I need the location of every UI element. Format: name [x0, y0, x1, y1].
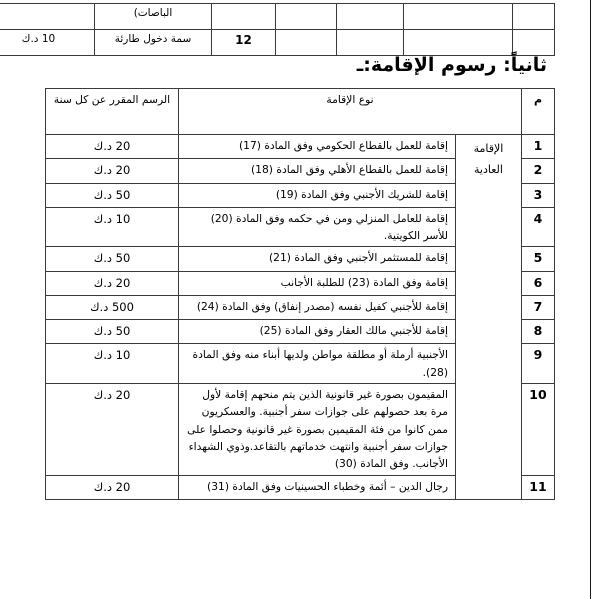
- cell-number: 11: [522, 475, 555, 499]
- cell-fee: 20 د.ك: [46, 271, 179, 295]
- cell-description: إقامة وفق المادة (23) للطلبة الأجانب: [179, 271, 456, 295]
- cell-description: إقامة للعامل المنزلي ومن في حكمه وفق المادة (20) للأسر الكويتية.: [179, 207, 456, 247]
- table-row: [0, 30, 555, 56]
- cell-description: إقامة للأجنبي مالك العقار وفق المادة (25): [179, 320, 456, 344]
- cell-fee: 50 د.ك: [46, 247, 179, 271]
- top-cell-empty-1: [276, 4, 337, 30]
- top-cell-empty-1: [276, 30, 337, 56]
- page-edge-rule: [590, 0, 591, 599]
- top-cell-empty-3: [404, 4, 513, 30]
- cell-number: 7: [522, 295, 555, 319]
- cell-fee: 50 د.ك: [46, 320, 179, 344]
- cell-fee: 20 د.ك: [46, 475, 179, 499]
- cell-description: إقامة للعمل بالقطاع الحكومي وفق المادة (17): [179, 135, 456, 159]
- cell-description: الأجنبية أرملة أو مطلقة مواطن ولديها أبناء منه وفق المادة (28).: [179, 344, 456, 384]
- top-cell-fee: 10 د.ك: [0, 30, 95, 56]
- cell-description: رجال الدين – أئمة وخطباء الحسينيات وفق المادة (31): [179, 475, 456, 499]
- top-cell-description: الباصات): [95, 4, 212, 30]
- residency-fees-table-body: [46, 135, 555, 500]
- top-cell-empty-4: [513, 4, 555, 30]
- cell-fee: 500 د.ك: [46, 295, 179, 319]
- cell-number: 2: [522, 159, 555, 183]
- top-cell-empty-4: [513, 30, 555, 56]
- cell-fee: 20 د.ك: [46, 384, 179, 476]
- top-cell-description: سمة دخول طارئة: [95, 30, 212, 56]
- section-title: ثانياً: رسوم الإقامة:ـ: [356, 54, 547, 76]
- top-cell-empty-3: [404, 30, 513, 56]
- cell-number: 10: [522, 384, 555, 476]
- top-cell-number: [212, 4, 276, 30]
- cell-number: 3: [522, 183, 555, 207]
- cell-number: 1: [522, 135, 555, 159]
- continued-fees-table: [0, 3, 555, 56]
- cell-number: 4: [522, 207, 555, 247]
- top-cell-fee: [0, 4, 95, 30]
- cell-description: المقيمون بصورة غير قانونية الذين يتم منحهم إقامة لأول مرة بعد حصولهم على جوازات سفر أجنبية. والعسكريون ممن كانوا من فئة المقيمين بصورة غير قانونية وحصلوا على جوازات سفر أجنبية وانتهت خدماتهم بالتقاعد.وذوي الشهداء الأجانب. وفق المادة (30): [179, 384, 456, 476]
- table-header-row: [46, 89, 555, 135]
- cell-description: إقامة للعمل بالقطاع الأهلي وفق المادة (18): [179, 159, 456, 183]
- table-row: [0, 4, 555, 30]
- cell-fee: 10 د.ك: [46, 207, 179, 247]
- cell-number: 6: [522, 271, 555, 295]
- cell-fee: 50 د.ك: [46, 183, 179, 207]
- residency-fees-table-head: [46, 89, 555, 135]
- table-row: [46, 135, 555, 159]
- cell-category-ordinary-residency: الإقامة العادية: [456, 135, 522, 500]
- cell-fee: 20 د.ك: [46, 159, 179, 183]
- residency-fees-table-container: [46, 88, 555, 500]
- cell-description: إقامة للأجنبي كفيل نفسه (مصدر إنفاق) وفق المادة (24): [179, 295, 456, 319]
- cell-number: 8: [522, 320, 555, 344]
- residency-fees-table: [45, 88, 555, 500]
- cell-fee: 20 د.ك: [46, 135, 179, 159]
- continued-fees-table-container: [21, 3, 555, 56]
- cell-fee: 10 د.ك: [46, 344, 179, 384]
- continued-fees-table-body: [0, 4, 555, 56]
- cell-number: 5: [522, 247, 555, 271]
- header-annual-fee: الرسم المقرر عن كل سنة: [46, 89, 179, 135]
- header-number: م: [522, 89, 555, 135]
- cell-number: 9: [522, 344, 555, 384]
- cell-description: إقامة للشريك الأجنبي وفق المادة (19): [179, 183, 456, 207]
- top-cell-empty-2: [337, 4, 404, 30]
- header-residency-type: نوع الإقامة: [179, 89, 522, 135]
- top-cell-empty-2: [337, 30, 404, 56]
- cell-description: إقامة للمستثمر الأجنبي وفق المادة (21): [179, 247, 456, 271]
- top-cell-number: 12: [212, 30, 276, 56]
